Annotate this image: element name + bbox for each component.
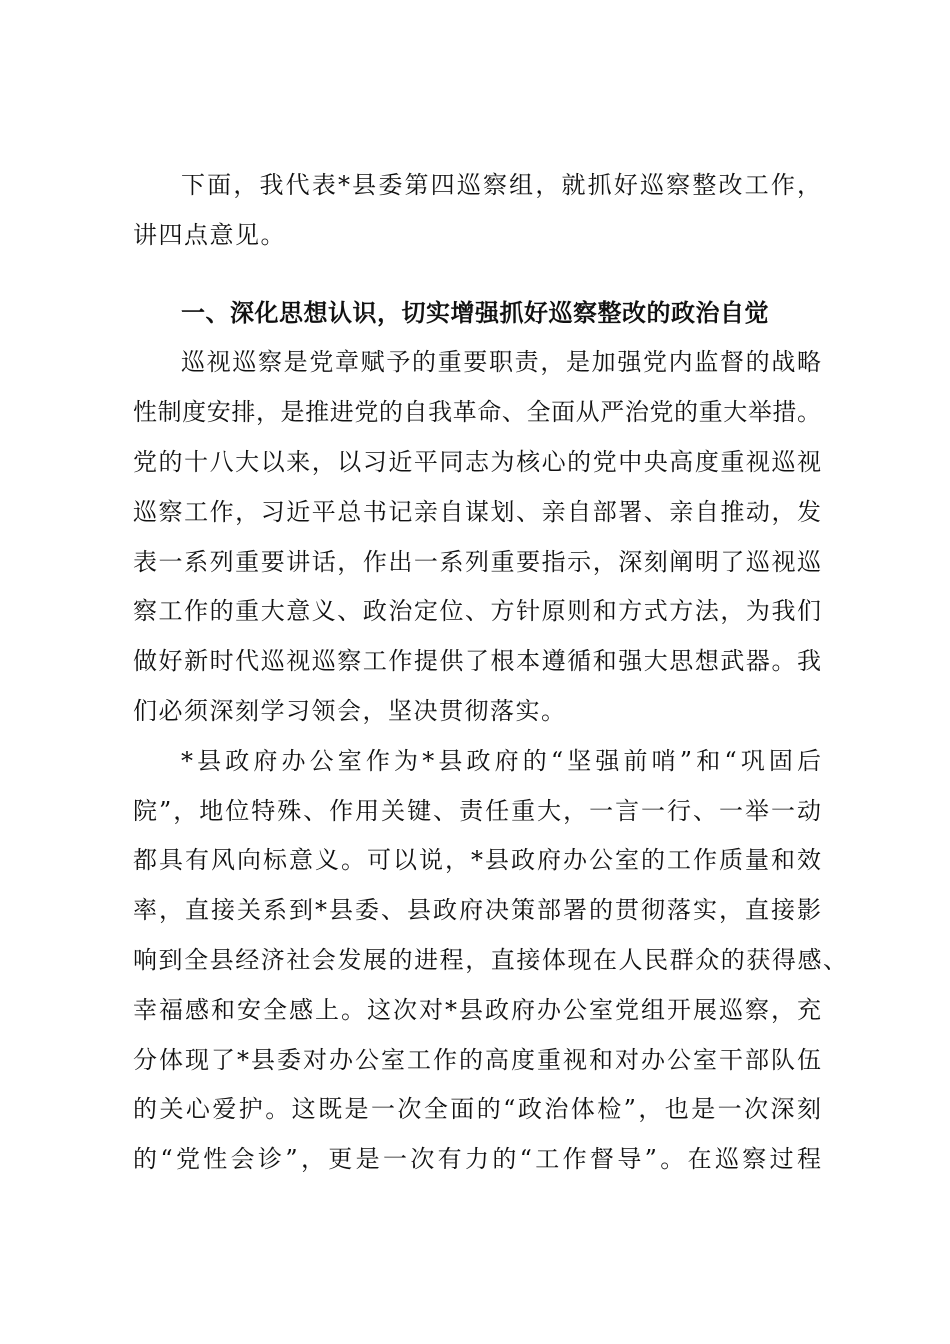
paragraph-line: 讲四点意见。 [133,220,286,249]
paragraph-line: 院”，地位特殊、作用关键、责任重大，一言一行、一举一动 [133,796,821,825]
paragraph-line: 们必须深刻学习领会，坚决贯彻落实。 [133,697,567,725]
paragraph-line: 的“党性会诊”，更是一次有力的“工作督导”。在巡察过程 [133,1145,821,1174]
paragraph-line: 巡察工作，习近平总书记亲自谋划、亲自部署、亲自推动，发 [133,497,821,526]
paragraph-line: 的关心爱护。这既是一次全面的“政治体检”，也是一次深刻 [133,1095,821,1124]
paragraph-line: 巡视巡察是党章赋予的重要职责，是加强党内监督的战略 [181,348,821,377]
paragraph-line: 响到全县经济社会发展的进程，直接体现在人民群众的获得感、 [133,946,847,974]
section-heading: 一、深化思想认识，切实增强抓好巡察整改的政治自觉 [181,297,769,327]
paragraph-line: 幸福感和安全感上。这次对*县政府办公室党组开展巡察，充 [133,995,821,1024]
paragraph-line: 表一系列重要讲话，作出一系列重要指示，深刻阐明了巡视巡 [133,547,821,576]
paragraph-line: 察工作的重大意义、政治定位、方针原则和方式方法，为我们 [133,597,821,626]
paragraph-line: 性制度安排，是推进党的自我革命、全面从严治党的重大举措。 [133,398,821,427]
paragraph-line: 下面，我代表*县委第四巡察组，就抓好巡察整改工作， [181,171,821,199]
paragraph-line: 做好新时代巡视巡察工作提供了根本遵循和强大思想武器。我 [133,647,821,676]
paragraph-line: 都具有风向标意义。可以说，*县政府办公室的工作质量和效 [133,846,821,875]
paragraph-line: *县政府办公室作为*县政府的“坚强前哨”和“巩固后 [181,746,821,775]
paragraph-line: 分体现了*县委对办公室工作的高度重视和对办公室干部队伍 [133,1045,821,1074]
paragraph-line: 率，直接关系到*县委、县政府决策部署的贯彻落实，直接影 [133,896,821,925]
paragraph-line: 党的十八大以来，以习近平同志为核心的党中央高度重视巡视 [133,448,821,476]
